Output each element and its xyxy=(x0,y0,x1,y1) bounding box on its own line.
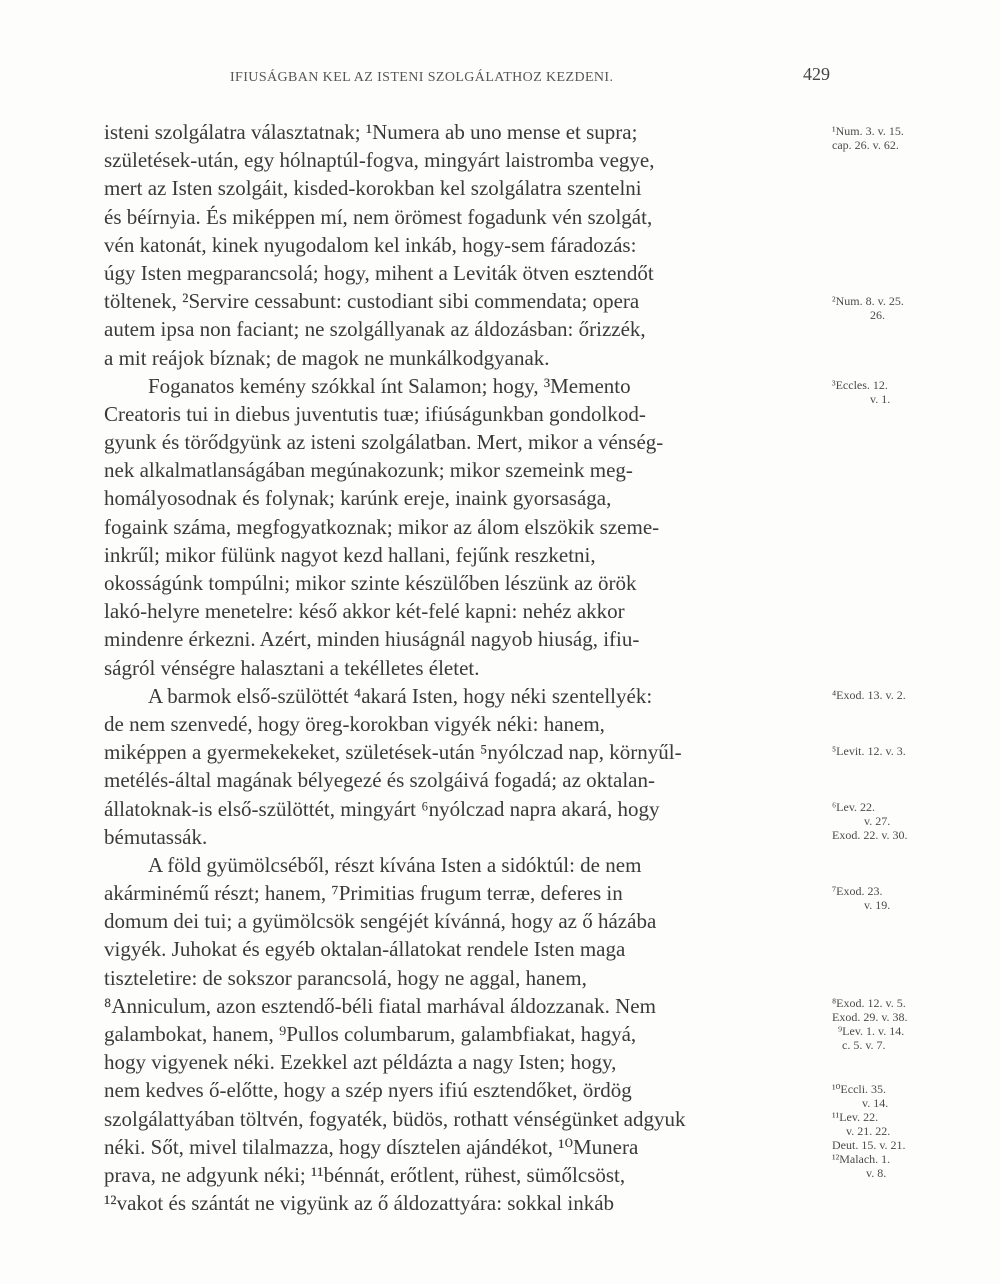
text-line: töltenek, ²Servire cessabunt: custodiant sibi commendata; opera xyxy=(104,289,640,314)
text-line: metélés-által magának bélyegezé és szolgáivá fogadá; az oktalan- xyxy=(104,768,655,793)
page-number: 429 xyxy=(803,64,830,84)
margin-note-line: ³Eccles. 12. xyxy=(832,378,888,392)
text-line: állatoknak-is első-szülöttét, mingyárt ⁶nyólczad napra akará, hogy xyxy=(104,796,660,821)
text-line: fogaink száma, megfogyatkoznak; mikor az álom elszökik szeme- xyxy=(104,514,660,539)
margin-note xyxy=(832,744,982,758)
paragraph-first-line: A barmok első-szülöttét ⁴akará Isten, hogy néki szentellyék: xyxy=(148,683,653,708)
text-line: bémutassák. xyxy=(104,824,208,849)
text-line: miképpen a gyermekekeket, születések-után ⁵nyólczad nap, környűl- xyxy=(104,740,682,765)
text-line: a mit reájok bíznak; de magok ne munkálkodgyanak. xyxy=(104,345,550,370)
text-line: nek alkalmatlanságában megúnakozunk; mikor szemeink meg- xyxy=(104,458,633,483)
margin-note-line: cap. 26. v. 62. xyxy=(832,138,899,152)
margin-note-line: v. 14. xyxy=(862,1096,889,1110)
margin-note-line: ²Num. 8. v. 25. xyxy=(832,294,904,308)
text-line: autem ipsa non faciant; ne szolgállyanak az áldozásban: őrizzék, xyxy=(104,317,646,342)
paragraph-first-line: A föld gyümölcséből, részt kívána Isten a sidóktúl: de nem xyxy=(148,852,642,877)
text-line: néki. Sőt, mivel tilalmazza, hogy dísztelen ajándékot, ¹⁰Munera xyxy=(104,1134,639,1159)
margin-note-line: ⁸Exod. 12. v. 5. xyxy=(832,996,906,1010)
text-line: okosságúnk tompúlni; mikor szinte készülőben lészünk az örök xyxy=(104,571,637,595)
text-line: vigyék. Juhokat és egyéb oktalan-állatokat rendele Isten maga xyxy=(104,937,626,962)
text-line: akárminémű részt; hanem, ⁷Primitias frugum terræ, deferes in xyxy=(104,881,623,906)
running-title: IFIUSÁGBAN KEL AZ ISTENI SZOLGÁLATHOZ KEZDENI. xyxy=(230,70,614,85)
text-line: inkrűl; mikor fülünk nagyot kezd hallani, fejűnk reszketni, xyxy=(104,542,596,567)
text-line: homályosodnak és folynak; karúnk ereje, inaink gyorsasága, xyxy=(104,486,612,511)
text-line: domum dei tui; a gyümölcsök sengéjét kívánná, hogy az ő házába xyxy=(104,909,657,934)
text-line: galambokat, hanem, ⁹Pullos columbarum, galambfiakat, hagyá, xyxy=(104,1022,637,1046)
text-line: lakó-helyre menetelre: késő akkor két-felé kapni: nehéz akkor xyxy=(104,599,625,624)
body-text xyxy=(104,118,828,1217)
margin-note xyxy=(832,884,982,912)
margin-note-line: v. 27. xyxy=(864,814,891,828)
margin-note-line: ⁵Levit. 12. v. 3. xyxy=(832,744,906,758)
margin-note xyxy=(832,1082,982,1180)
text-line: úgy Isten megparancsolá; hogy, mihent a Leviták ötven esztendőt xyxy=(104,260,654,285)
margin-note-line: v. 21. 22. xyxy=(846,1124,891,1138)
margin-note xyxy=(832,800,982,842)
margin-note-line: ¹¹Lev. 22. xyxy=(832,1110,879,1124)
text-line: mert az Isten szolgáit, kisded-korokban kel szolgálatra szentelni xyxy=(104,176,642,201)
text-line: születések-után, egy hólnaptúl-fogva, mingyárt laistromba vegye, xyxy=(104,148,655,173)
text-line: de nem szenvedé, hogy öreg-korokban vigyék néki: hanem, xyxy=(104,711,605,736)
text-line: tiszteletire: de sokszor parancsolá, hogy ne aggal, hanem, xyxy=(104,965,587,990)
margin-note-line: ¹²Malach. 1. xyxy=(832,1152,891,1166)
margin-note xyxy=(832,294,982,322)
margin-note-line: c. 5. v. 7. xyxy=(842,1038,886,1052)
margin-note-line: ¹⁰Eccli. 35. xyxy=(832,1082,887,1096)
margin-note-line: ⁹Lev. 1. v. 14. xyxy=(838,1024,905,1038)
text-line: Creatoris tui in diebus juventutis tuæ; ifiúságunkban gondolkod- xyxy=(104,401,646,426)
margin-note-line: ⁶Lev. 22. xyxy=(832,800,876,814)
text-line: hogy vigyenek néki. Ezekkel azt példázta a nagy Isten; hogy, xyxy=(104,1050,617,1075)
margin-note-line: v. 19. xyxy=(864,898,891,912)
text-line: ¹²vakot és szántát ne vigyünk az ő áldozattyára: sokkal inkáb xyxy=(104,1191,615,1216)
margin-note xyxy=(832,996,982,1052)
text-line: ságról vénségre halasztani a tekélletes életet. xyxy=(104,655,480,680)
margin-note-line: ⁴Exod. 13. v. 2. xyxy=(832,688,906,702)
text-line: vén katonát, kinek nyugodalom kel inkáb, hogy-sem fáradozás: xyxy=(104,232,637,257)
margin-note-line: Exod. 29. v. 38. xyxy=(832,1010,908,1024)
paragraph-first-line: Foganatos kemény szókkal ínt Salamon; hogy, ³Memento xyxy=(148,373,631,398)
text-line: ⁸Anniculum, azon esztendő-béli fiatal marhával áldozzanak. Nem xyxy=(104,993,656,1018)
text-line: és béírnyia. És miképpen mí, nem örömest fogadunk vén szolgát, xyxy=(104,204,653,229)
margin-note xyxy=(832,688,982,702)
margin-note-line: Exod. 22. v. 30. xyxy=(832,828,908,842)
margin-note xyxy=(832,124,982,152)
text-line: mindenre érkezni. Azért, minden hiuságnál nagyob hiuság, ifiu- xyxy=(104,627,640,652)
margin-note-line: v. 1. xyxy=(870,392,891,406)
margin-note-line: 26. xyxy=(870,308,885,322)
text-line: nem kedves ő-előtte, hogy a szép nyers ifiú esztendőket, ördög xyxy=(104,1078,632,1103)
margin-note xyxy=(832,378,982,406)
text-line: gyunk és törődgyünk az isteni szolgálatban. Mert, mikor a vénség- xyxy=(104,430,664,455)
text-line: prava, ne adgyunk néki; ¹¹bénnát, erőtlent, rühest, sümőlcsöst, xyxy=(104,1162,626,1187)
text-line: szolgálattyában töltvén, fogyaték, büdös, rothatt vénségünket adgyuk xyxy=(104,1106,686,1131)
text-line: isteni szolgálatra választatnak; ¹Numera ab uno mense et supra; xyxy=(104,120,638,144)
margin-note-line: Deut. 15. v. 21. xyxy=(832,1138,906,1152)
margin-note-line: ⁷Exod. 23. xyxy=(832,884,883,898)
page-header xyxy=(230,62,830,92)
margin-note-line: ¹Num. 3. v. 15. xyxy=(832,124,904,138)
margin-note-line: v. 8. xyxy=(866,1166,887,1180)
